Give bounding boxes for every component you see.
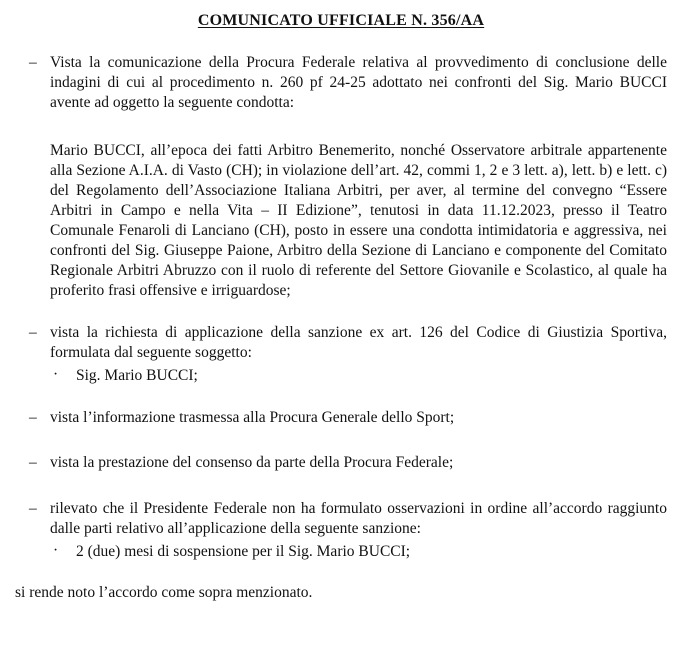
closing-paragraph: si rende noto l’accordo come sopra menzionato. [15,584,313,601]
sub-list-item-text: Sig. Mario BUCCI; [76,367,198,384]
sub-list-item [53,366,667,386]
list-item-text: Vista la comunicazione della Procura Federale relativa al provvedimento di conclusione delle indagini di cui al procedimento n. 260 pf 24-25 adottato nei confronti del Sig. Mario BUCCI avente ad oggetto la seguente condotta: [50,54,667,111]
dot-bullet: · [53,542,59,559]
list-item [29,323,667,363]
list-item-text: rilevato che il Presidente Federale non ha formulato osservazioni in ordine all’accordo raggiunto dalle parti relativo all’applicazione della seguente sanzione: [50,500,667,537]
list-item-text: vista l’informazione trasmessa alla Procura Generale dello Sport; [50,409,455,426]
dash-bullet: – [29,54,37,71]
dash-bullet: – [29,409,37,426]
list-item [29,499,667,539]
dash-bullet: – [29,454,37,471]
dot-bullet: · [53,366,59,383]
list-item [29,453,667,473]
dash-bullet: – [29,500,37,517]
list-item [29,53,667,113]
list-item [29,408,667,428]
conduct-paragraph: Mario BUCCI, all’epoca dei fatti Arbitro Benemerito, nonché Osservatore arbitrale appartenente alla Sezione A.I.A. di Vasto (CH); in violazione dell’art. 42, commi 1, 2 e 3 lett. a), lett. b) e lett. c) del Regolamento dell’Associazione Italiana Arbitri, per aver, al termine del convegno “Essere Arbitri in Campo e nella Vita – II Edizione”, tenutosi in data 11.12.2023, presso il Teatro Comunale Fenaroli di Lanciano (CH), posto in essere una condotta intimidatoria e aggressiva, nei confronti del Sig. Giuseppe Paione, Arbitro della Sezione di Lanciano e componente del Comitato Regionale Arbitri Abruzzo con il ruolo di referente del Settore Giovanile e Scolastico, al quale ha proferito frasi offensive e irriguardose; [50,142,667,299]
list-item-group [15,499,667,562]
sub-list-item [53,542,667,562]
list-item-group [15,323,667,386]
document-title: COMUNICATO UFFICIALE N. 356/AA [197,12,485,29]
sub-list-item-text: 2 (due) mesi di sospensione per il Sig. Mario BUCCI; [76,543,411,560]
list-item-text: vista la prestazione del consenso da parte della Procura Federale; [50,454,454,471]
list-item-text: vista la richiesta di applicazione della sanzione ex art. 126 del Codice di Giustizia Sportiva, formulata dal seguente soggetto: [50,324,667,361]
dash-bullet: – [29,324,37,341]
